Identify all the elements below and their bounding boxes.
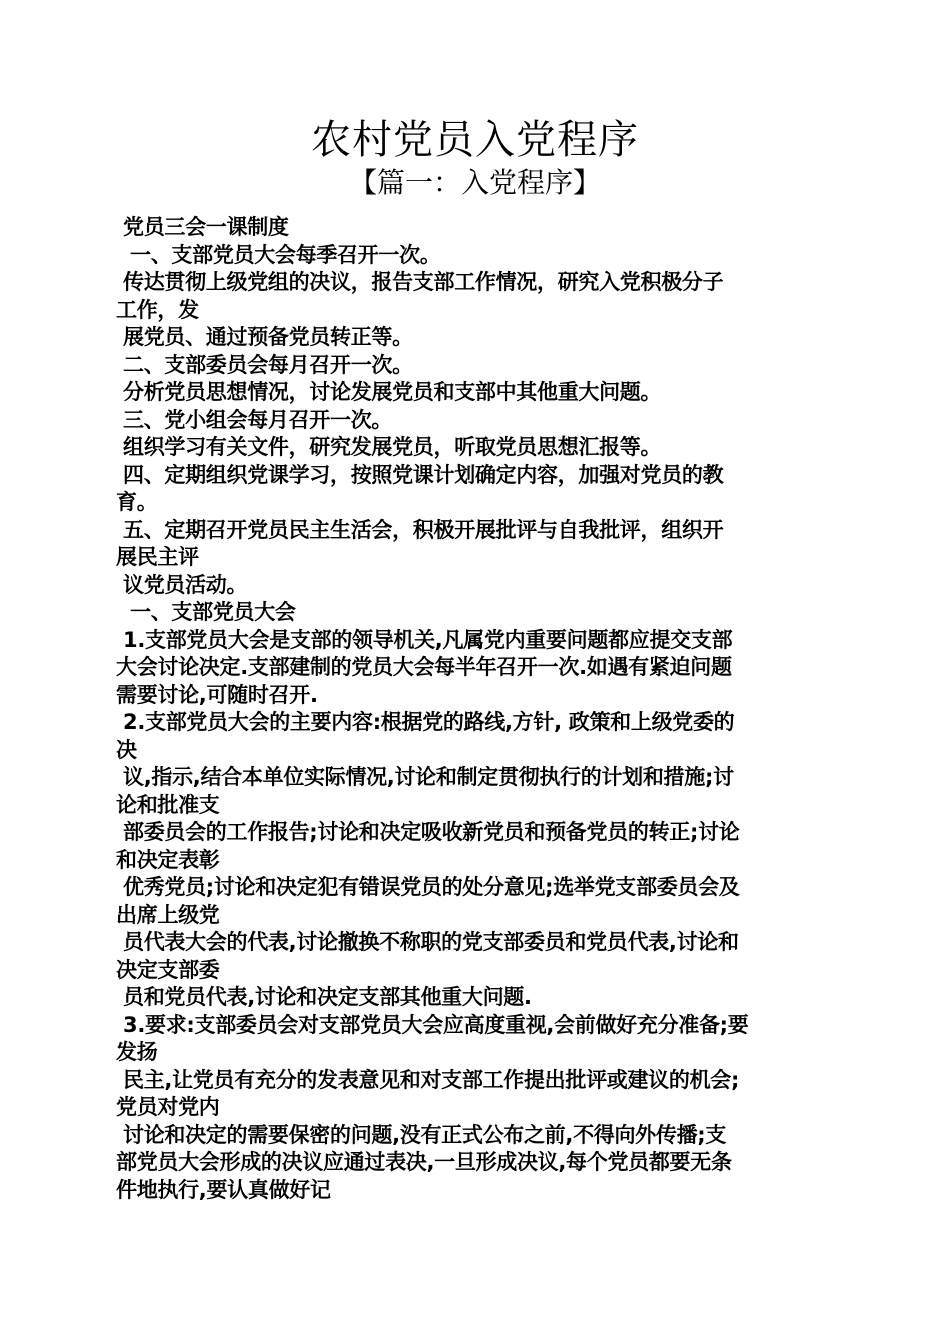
body-text-line: 分析党员思想情况，讨论发展党员和支部中其他重大问题。 [116,380,662,404]
body-text-line: 决 [116,737,137,762]
body-text-line: 党员对党内 [116,1095,220,1119]
body-text-line: 一、支部党员大会 [116,600,296,624]
body-text-line: 需要讨论,可随时召开. [116,682,318,707]
document-subtitle: 【篇一：入党程序】 [348,166,601,199]
body-text-line: 育。 [116,490,158,514]
body-text-line: 展民主评 [116,545,199,569]
body-text-line: 出席上级党 [116,902,220,927]
body-text-line: 传达贯彻上级党组的决议，报告支部工作情况，研究入党积极分子 [116,270,724,294]
body-text-line: 四、定期组织党课学习，按照党课计划确定内容，加强对党员的教 [116,462,724,487]
body-text-line: 五、定期召开党员民主生活会，积极开展批评与自我批评，组织开 [116,517,724,542]
body-text-line: 二、支部委员会每月召开一次。 [116,352,413,377]
body-text-line: 展党员、通过预备党员转正等。 [116,325,413,349]
body-text-line: 部委员会的工作报告;讨论和决定吸收新党员和预备党员的转正;讨论 [116,820,740,844]
body-text-line: 党员三会一课制度 [116,215,289,239]
body-text-line: 论和批准支 [116,792,220,817]
body-text-line: 一、支部党员大会每季召开一次。 [116,242,441,267]
body-text-line: 3.要求:支部委员会对支部党员大会应高度重视,会前做好充分准备;要 [116,1012,749,1037]
body-text-line: 件地执行,要认真做好记 [116,1177,331,1202]
body-text-line: 工作，发 [116,297,199,322]
body-text-line: 员代表大会的代表,讨论撤换不称职的党支部委员和党员代表,讨论和 [116,930,739,954]
body-text-line: 议党员活动。 [116,572,248,597]
body-text-line: 2.支部党员大会的主要内容:根据党的路线,方针, 政策和上级党委的 [116,710,735,734]
body-text-line: 三、党小组会每月召开一次。 [116,407,393,432]
body-text-line: 议,指示,结合本单位实际情况,讨论和制定贯彻执行的计划和措施;讨 [116,765,734,789]
body-text-line: 决定支部委 [116,957,220,982]
document-body [116,214,836,1204]
body-text-line: 组织学习有关文件，研究发展党员，听取党员思想汇报等。 [116,435,662,459]
body-text-line: 员和党员代表,讨论和决定支部其他重大问题. [116,985,532,1009]
body-text-line: 1.支部党员大会是支部的领导机关,凡属党内重要问题都应提交支部 [116,627,733,652]
body-text-line: 大会讨论决定.支部建制的党员大会每半年召开一次.如遇有紧迫问题 [116,655,732,679]
body-text-line: 民主,让党员有充分的发表意见和对支部工作提出批评或建议的机会; [116,1067,740,1092]
body-text-line: 部党员大会形成的决议应通过表决,一旦形成决议,每个党员都要无条 [116,1150,732,1174]
body-text-line: 讨论和决定的需要保密的问题,没有正式公布之前,不得向外传播;支 [116,1122,727,1147]
document-title: 农村党员入党程序 [311,117,639,163]
body-text-line: 发扬 [116,1040,158,1064]
body-text-line: 和决定表彰 [116,847,220,872]
body-text-line: 优秀党员;讨论和决定犯有错误党员的处分意见;选举党支部委员会及 [116,875,740,899]
